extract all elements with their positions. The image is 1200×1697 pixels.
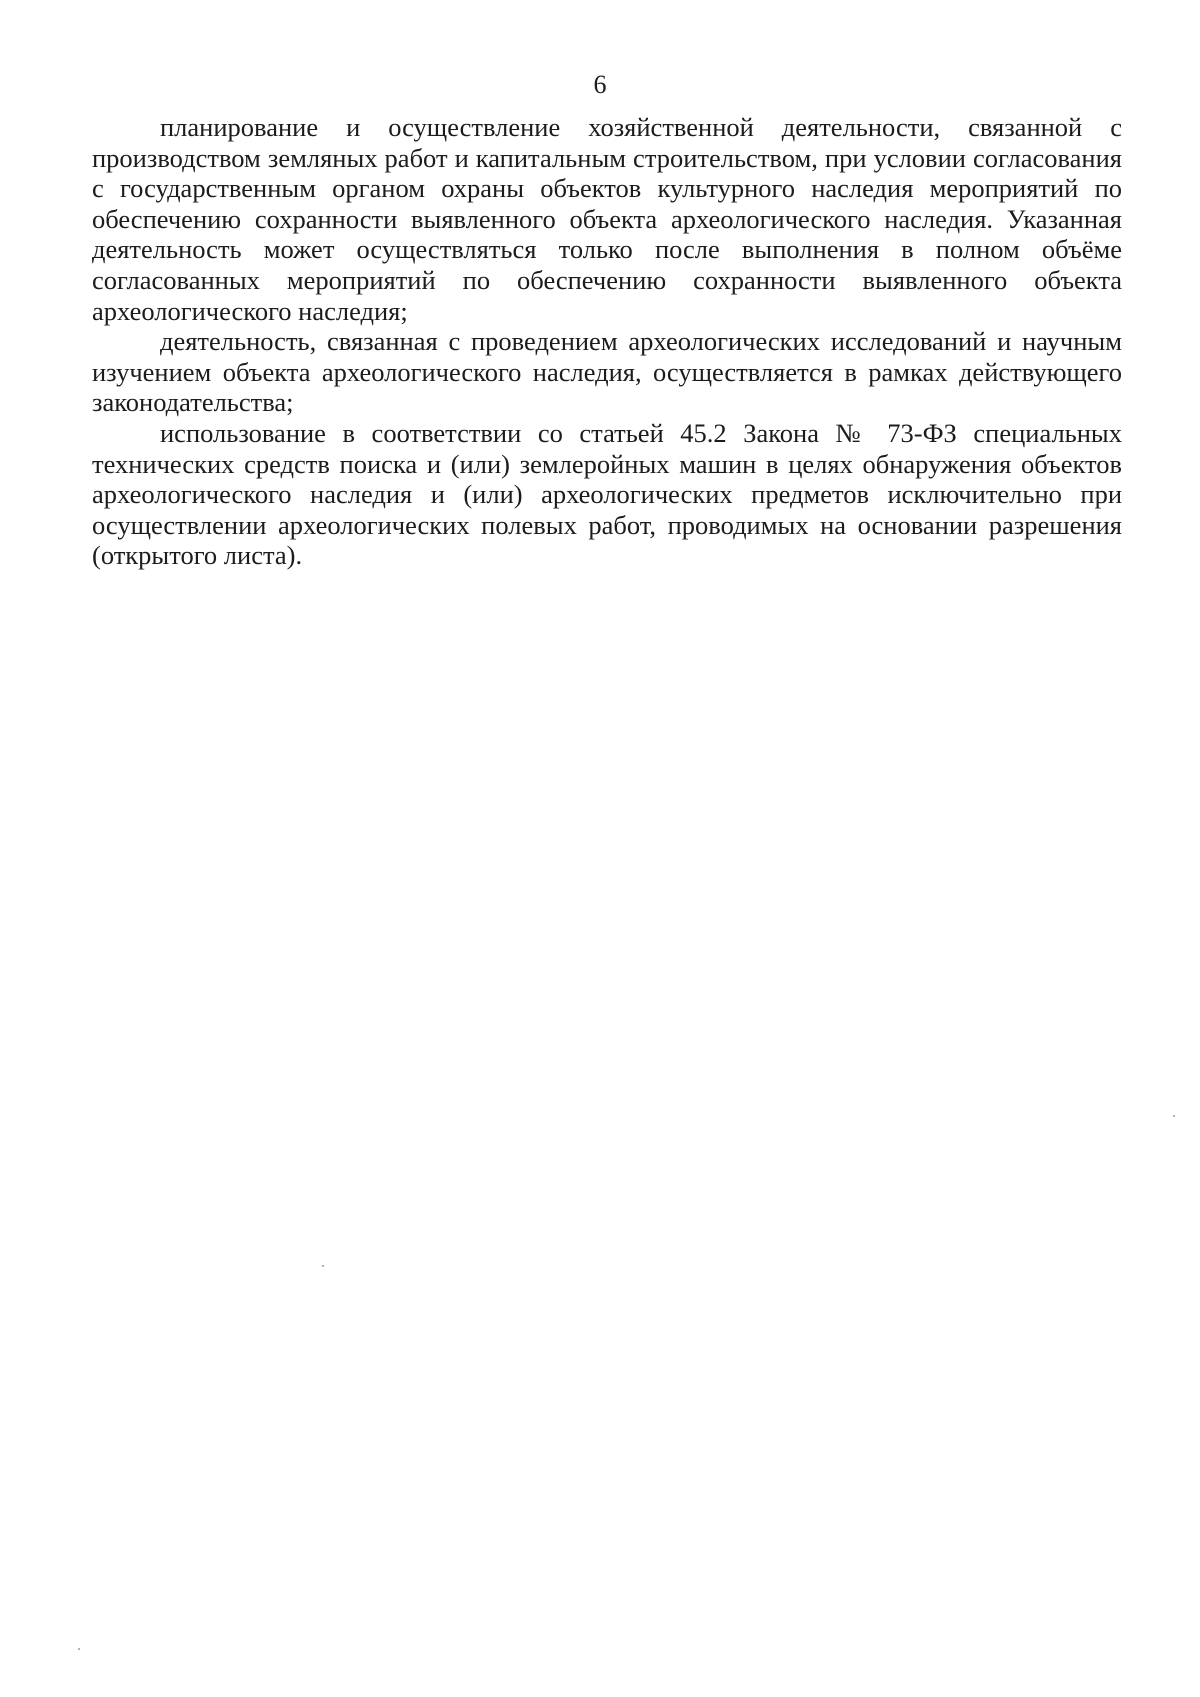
paragraph-earthworks: планирование и осуществление хозяйственной деятельности, связанной с производством земляных работ и капитальным строительством, при условии согласования с государственным органом охраны объектов культурного наследия мероприятий по обеспечению сохранности выявленного объекта археологического наследия. Указанная деятельность может осуществляться только после выполнения в полном объёме согласованных мероприятий по обеспечению сохранности выявленного объекта археологического наследия; — [92, 112, 1122, 326]
scan-speck — [322, 1265, 324, 1267]
page-number: 6 — [593, 70, 607, 99]
paragraph-equipment: использование в соответствии со статьей 45.2 Закона № 73-ФЗ специальных технических средств поиска и (или) землеройных машин в целях обнаружения объектов археологического наследия и (или) археологических предметов исключительно при осуществлении археологических полевых работ, проводимых на основании разрешения (открытого листа). — [92, 417, 1122, 571]
paragraph-research: деятельность, связанная с проведением археологических исследований и научным изучением объекта археологического наследия, осуществляется в рамках действующего законодательства; — [92, 326, 1122, 418]
scan-speck — [78, 1648, 80, 1650]
scan-speck — [1173, 1115, 1175, 1117]
document-body — [92, 112, 1122, 571]
